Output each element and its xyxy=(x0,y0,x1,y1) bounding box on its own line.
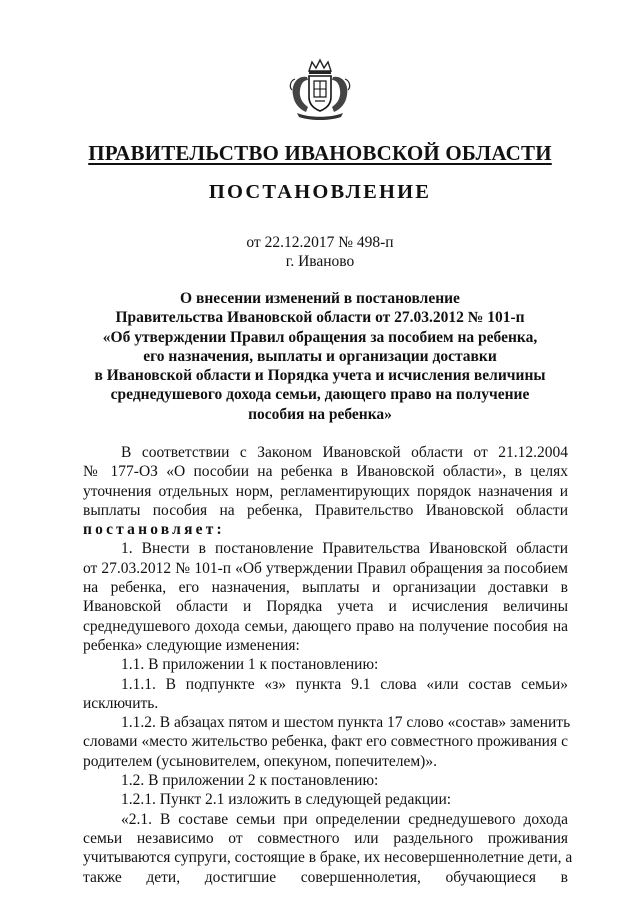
body-line: также дети, достигшие совершеннолетия, обучающиеся в xyxy=(83,868,568,886)
date-and-number: от 22.12.2017 № 498-п xyxy=(246,234,394,251)
body-line: среднедушевого дохода семьи, дающего право на получение пособия на xyxy=(83,617,568,635)
body-line: № 177-ОЗ «О пособии на ребенка в Ивановской области», в целях xyxy=(83,463,568,481)
body-line: уточнения отдельных норм, регламентирующих порядок назначения и xyxy=(83,482,568,500)
body-line: выплаты пособия на ребенка, Правительство Ивановской области xyxy=(83,501,568,519)
document-subject xyxy=(80,289,560,424)
government-title: ПРАВИТЕЛЬСТВО ИВАНОВСКОЙ ОБЛАСТИ xyxy=(88,141,552,165)
body-line: «2.1. В составе семьи при определении среднедушевого дохода xyxy=(121,810,568,828)
city: г. Иваново xyxy=(285,253,355,270)
subject-line: «Об утверждении Правил обращения за пособием на ребенка, xyxy=(102,328,538,346)
body-line: словами «место жительство ребенка, факт его совместного проживания с xyxy=(83,733,568,751)
subject-line: О внесении изменений в постановление xyxy=(180,290,460,307)
document-meta xyxy=(0,233,640,271)
subject-line: пособия на ребенка» xyxy=(248,405,392,423)
subject-line: Правительства Ивановской области от 27.03.2012 № 101-п xyxy=(115,309,525,327)
body-line: 1.2. В приложении 2 к постановлению: xyxy=(121,772,379,790)
body-line: семьи независимо от совместного или раздельного проживания xyxy=(83,829,568,847)
body-line: ребенка» следующие изменения: xyxy=(83,636,300,654)
coat-of-arms-emblem xyxy=(287,57,353,121)
body-line: 1.2.1. Пункт 2.1 изложить в следующей редакции: xyxy=(121,791,452,809)
resolution-word: постановляет: xyxy=(83,521,225,539)
subject-line: в Ивановской области и Порядка учета и исчисления величины xyxy=(94,367,546,385)
body-line: родителем (усыновителем, опекуном, попечителем)». xyxy=(83,752,437,770)
body-line: от 27.03.2012 № 101-п «Об утверждении Правил обращения за пособием xyxy=(83,559,568,577)
body-line: исключить. xyxy=(83,694,159,712)
document-body xyxy=(83,443,573,887)
body-line: 1.1.1. В подпункте «з» пункта 9.1 слова «или состав семьи» xyxy=(121,675,568,693)
body-line: В соответствии с Законом Ивановской области от 21.12.2004 xyxy=(121,444,568,461)
body-line: 1.1. В приложении 1 к постановлению: xyxy=(121,656,379,674)
body-line: 1.1.2. В абзацах пятом и шестом пункта 17 слово «состав» заменить xyxy=(121,714,571,732)
document-type-heading: ПОСТАНОВЛЕНИЕ xyxy=(208,181,432,203)
body-line: 1. Внести в постановление Правительства Ивановской области xyxy=(121,540,568,558)
body-line: Ивановской области и Порядка учета и исчисления величины xyxy=(83,598,568,616)
body-line: учитываются супруги, состоящие в браке, их несовершеннолетние дети, а xyxy=(83,849,573,867)
body-line: на ребенка, его назначения, выплаты и организации доставки в xyxy=(83,579,568,597)
subject-line: его назначения, выплаты и организации доставки xyxy=(143,347,497,365)
subject-line: среднедушевого дохода семьи, дающего право на получение xyxy=(110,386,530,404)
